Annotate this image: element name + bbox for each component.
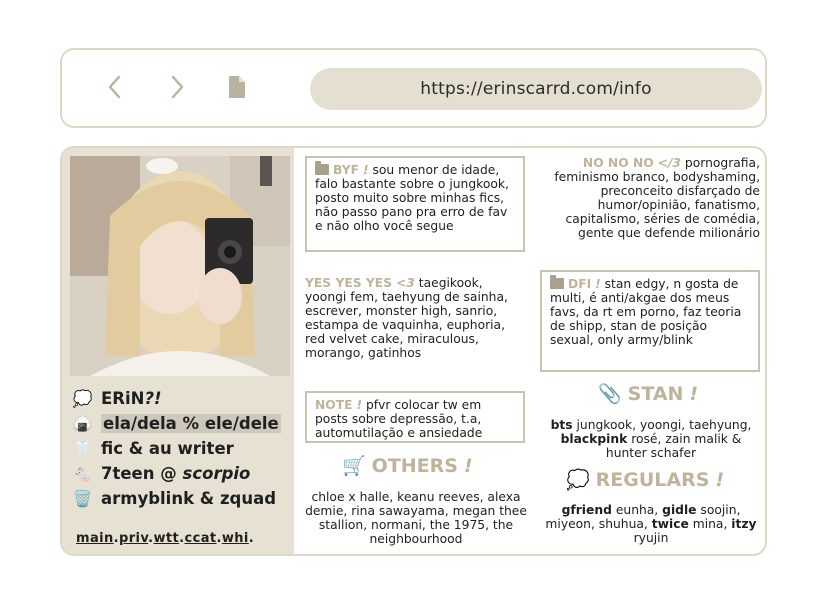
regulars-group-1: gfriend: [561, 503, 612, 517]
note-tag: NOTE: [315, 398, 353, 412]
document-icon: [222, 72, 252, 102]
rice-ball-icon: 🍙: [72, 414, 93, 433]
link-priv[interactable]: priv: [118, 531, 149, 546]
dfi-tag: DFI: [568, 277, 592, 291]
link-main[interactable]: main: [76, 531, 114, 546]
folder-icon: [550, 278, 564, 289]
regulars-mark: !: [715, 468, 725, 491]
regulars-text-4: ryujin: [633, 531, 669, 545]
speech-bubble-icon: 💭: [72, 389, 93, 408]
tooth-icon: 🦷: [72, 439, 93, 458]
trash-can-icon: 🗑️: [72, 489, 93, 508]
stan-title: STAN: [627, 382, 684, 405]
others-mark: !: [463, 454, 473, 477]
paperclip-icon: 📎: [598, 383, 622, 405]
regulars-heading: [566, 468, 724, 491]
chevron-right-icon: [162, 72, 192, 102]
regulars-group-2: gidle: [662, 503, 697, 517]
others-heading: [342, 454, 473, 477]
note-box: [305, 391, 525, 443]
account-links: main.priv.wtt.ccat.whi.: [76, 531, 255, 546]
stan-text-2: rosé, zain malik & hunter schafer: [605, 432, 742, 460]
profile-fandom-row: [70, 486, 292, 511]
regulars-group-3: twice: [651, 517, 689, 531]
profile-age: 7teen: [101, 464, 155, 483]
others-text: chloe x halle, keanu reeves, alexa demie, rina sawayama, megan thee stallion, normani, the 1975, the neighbourhood: [305, 490, 527, 546]
profile-name: ERiN: [101, 389, 145, 408]
browser-toolbar: [60, 48, 767, 128]
stan-mark: !: [689, 382, 699, 405]
shopping-cart-icon: 🛒: [342, 455, 366, 477]
profile-age-row: [70, 461, 292, 486]
regulars-title: REGULARS: [595, 468, 710, 491]
byf-tag: BYF: [333, 163, 360, 177]
link-whi[interactable]: whi: [221, 531, 249, 546]
stan-text-1: jungkook, yoongi, taehyung,: [572, 418, 752, 432]
yes-mark: <3: [395, 276, 415, 290]
sidebar: [62, 148, 294, 554]
yes-section: [305, 276, 523, 360]
dfi-text: stan edgy, n gosta de multi, é anti/akgae dos meus favs, da rt em porno, faz teoria de shipp, stan de posição sexual, only army/blink: [550, 277, 742, 347]
yes-tag: YES YES YES: [305, 276, 393, 290]
chevron-left-icon: [100, 72, 130, 102]
profile-pronouns: ela/dela % ele/dele: [103, 414, 279, 433]
link-wtt[interactable]: wtt: [153, 531, 180, 546]
link-ccat[interactable]: ccat: [184, 531, 217, 546]
no-text: pornografia, feminismo branco, bodyshaming, preconceito disfarçado de humor/opinião, fanatismo, capitalismo, séries de comédia, gente que defende milionário: [554, 156, 760, 240]
profile-name-row: [70, 386, 292, 411]
profile-photo-illustration: [70, 156, 290, 376]
profile-sign-sep: @: [160, 464, 177, 483]
profile-sign: scorpio: [182, 464, 251, 483]
regulars-text-1: eunha,: [611, 503, 663, 517]
no-mark: </3: [657, 156, 681, 170]
folder-icon: [315, 164, 329, 175]
profile-name-suffix: ?!: [144, 389, 162, 408]
yes-text: taegikook, yoongi fem, taehyung de sainha, escrever, monster high, sanrio, estampa de vaquinha, euphoria, red velvet cake, miraculous, morango, gatinhos: [305, 276, 508, 360]
dfi-mark: !: [595, 277, 601, 291]
page-button[interactable]: [222, 72, 252, 102]
stan-heading: [598, 382, 698, 405]
regulars-text-3: mina,: [688, 517, 732, 531]
note-mark: !: [356, 398, 363, 412]
url-text: https://erinscarrd.com/info: [420, 79, 652, 99]
byf-mark: !: [362, 163, 369, 177]
others-title: OTHERS: [371, 454, 458, 477]
profile-fandom: armyblink & zquad: [101, 489, 277, 508]
no-tag: NO NO NO: [582, 156, 654, 170]
stan-text: [540, 418, 762, 460]
profile-info: [70, 386, 292, 511]
regulars-text: [540, 503, 762, 545]
profile-photo: [70, 156, 290, 376]
profile-card: [60, 146, 767, 556]
regulars-group-4: itzy: [731, 517, 757, 531]
profile-pronouns-row: [70, 411, 292, 436]
forward-button[interactable]: [162, 72, 192, 102]
byf-text: sou menor de idade, falo bastante sobre o jungkook, posto muito sobre minhas fics, não passo pano pra erro de fav e não olho você segue: [315, 163, 509, 233]
url-bar[interactable]: [310, 68, 762, 110]
profile-role: fic & au writer: [101, 439, 234, 458]
no-section: [538, 156, 760, 240]
regulars-text-2: soojin, miyeon, shuhua,: [545, 503, 741, 531]
note-text: pfvr colocar tw em posts sobre depressão, t.a, automutilação e ansiedade: [315, 398, 483, 440]
mouse-icon: 🐁: [72, 464, 93, 483]
back-button[interactable]: [100, 72, 130, 102]
thought-bubble-icon: 💭: [566, 469, 590, 491]
stan-group-2: blackpink: [560, 432, 628, 446]
stan-group-1: bts: [550, 418, 573, 432]
profile-role-row: [70, 436, 292, 461]
dfi-box: [540, 270, 760, 372]
byf-box: [305, 156, 525, 252]
